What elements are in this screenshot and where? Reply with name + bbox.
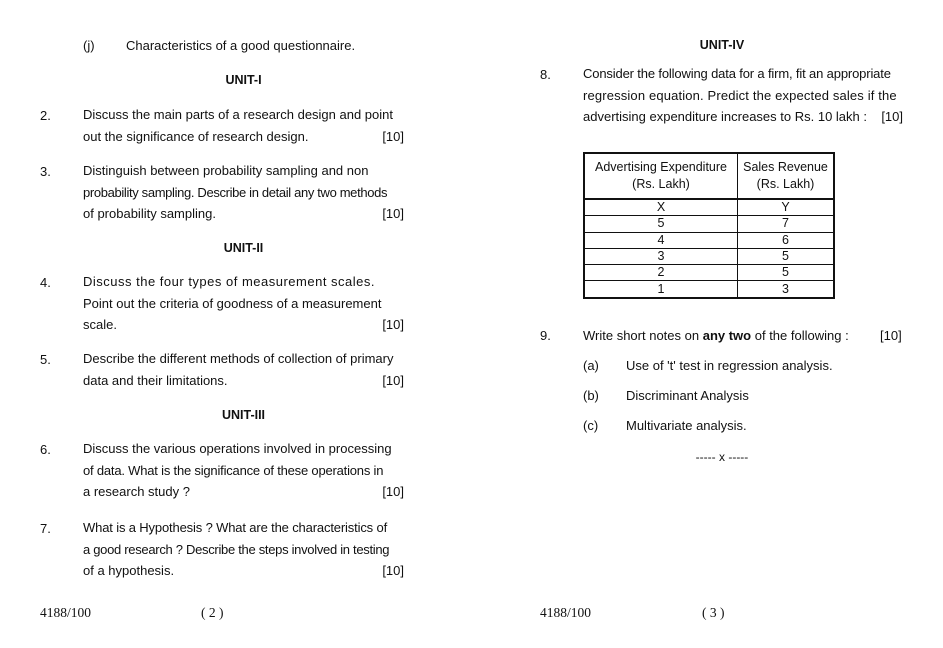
question-3-line-2: probability sampling. Describe in detail any two methods xyxy=(83,184,388,200)
table-header-advertising: Advertising Expenditure (Rs. Lakh) xyxy=(584,153,738,199)
intro-item-text: Characteristics of a good questionnaire. xyxy=(126,38,356,53)
question-7 xyxy=(83,517,404,582)
question-7-line-3: of a hypothesis. xyxy=(83,563,175,578)
table-row xyxy=(584,281,834,298)
unit-2-heading: UNIT-II xyxy=(223,241,264,255)
unit-3-heading: UNIT-III xyxy=(221,408,266,422)
table-cell-y: 5 xyxy=(738,248,835,264)
question-2-marks: [10] xyxy=(374,126,404,148)
q9-item-a-label: (a) xyxy=(583,358,599,373)
question-3 xyxy=(83,160,404,225)
right-footer-page-number: ( 3 ) xyxy=(702,605,725,620)
left-footer-code: 4188/100 xyxy=(40,605,92,620)
table-row xyxy=(584,232,834,248)
table-cell-y: 3 xyxy=(738,281,835,298)
question-4-marks: [10] xyxy=(374,314,404,336)
question-8-line-1: Consider the following data for a firm, fit an appropriate xyxy=(583,66,891,81)
question-5-marks: [10] xyxy=(374,370,404,392)
q9-item-b-label: (b) xyxy=(583,388,599,403)
table-header-row xyxy=(584,153,834,199)
table-row xyxy=(584,265,834,281)
question-6-marks: [10] xyxy=(374,481,404,503)
question-9-text: Write short notes on any two of the following : xyxy=(583,328,849,343)
q9-item-a-text: Use of 't' test in regression analysis. xyxy=(626,358,833,373)
right-footer-code: 4188/100 xyxy=(540,605,592,620)
question-3-line-1: Distinguish between probability sampling and non xyxy=(83,163,369,178)
question-3-line-3: of probability sampling. xyxy=(83,206,216,221)
question-3-marks: [10] xyxy=(374,203,404,225)
question-8-line-2: regression equation. Predict the expected sales if the xyxy=(583,87,897,103)
end-of-paper-mark: ----- x ----- xyxy=(695,450,749,464)
question-6-line-3: a research study ? xyxy=(83,484,190,499)
question-2-line-2: out the significance of research design. xyxy=(83,128,309,144)
question-4-line-2: Point out the criteria of goodness of a measurement xyxy=(83,295,382,311)
question-5-line-2: data and their limitations. xyxy=(83,372,228,388)
table-cell-x: 4 xyxy=(584,232,738,248)
question-9-emphasis: any two xyxy=(702,328,752,343)
unit-1-heading: UNIT-I xyxy=(225,73,262,87)
question-4 xyxy=(83,271,404,336)
q9-item-c-text: Multivariate analysis. xyxy=(626,418,747,433)
left-footer-page-number: ( 2 ) xyxy=(201,605,224,620)
question-4-line-1: Discuss the four types of measurement scales. xyxy=(83,274,376,289)
question-6 xyxy=(83,438,404,503)
question-9-number: 9. xyxy=(540,328,551,343)
table-cell-y: 7 xyxy=(738,216,835,232)
table-cell-x: X xyxy=(584,199,738,216)
question-9-marks: [10] xyxy=(880,328,902,343)
question-6-line-1: Discuss the various operations involved in processing xyxy=(83,441,392,456)
question-4-line-3: scale. xyxy=(83,317,117,332)
question-8-line-3: advertising expenditure increases to Rs. 10 lakh : xyxy=(583,109,867,124)
unit-4-heading: UNIT-IV xyxy=(699,38,745,52)
table-cell-y: 5 xyxy=(738,265,835,281)
question-7-line-1: What is a Hypothesis ? What are the characteristics of xyxy=(83,520,388,535)
intro-item-label: (j) xyxy=(83,38,95,53)
question-8-number: 8. xyxy=(540,67,551,82)
question-6-number: 6. xyxy=(40,442,51,457)
table-cell-y: Y xyxy=(738,199,835,216)
question-2 xyxy=(83,104,404,147)
table-row xyxy=(584,216,834,232)
question-8-marks: [10] xyxy=(873,106,903,128)
question-7-marks: [10] xyxy=(374,560,404,582)
question-6-line-2: of data. What is the significance of these operations in xyxy=(83,462,384,478)
table-row xyxy=(584,199,834,216)
question-3-number: 3. xyxy=(40,164,51,179)
question-5-line-1: Describe the different methods of collection of primary xyxy=(83,351,394,366)
table-cell-x: 3 xyxy=(584,248,738,264)
table-row xyxy=(584,248,834,264)
q9-item-b-text: Discriminant Analysis xyxy=(626,388,749,403)
question-5-number: 5. xyxy=(40,352,51,367)
q9-item-c-label: (c) xyxy=(583,418,599,433)
question-5 xyxy=(83,348,404,391)
question-7-number: 7. xyxy=(40,521,51,536)
table-header-sales: Sales Revenue (Rs. Lakh) xyxy=(738,153,835,199)
question-7-line-2: a good research ? Describe the steps involved in testing xyxy=(83,541,390,557)
question-2-line-1: Discuss the main parts of a research design and point xyxy=(83,107,394,122)
question-8 xyxy=(583,63,903,128)
table-cell-x: 2 xyxy=(584,265,738,281)
regression-data-table xyxy=(583,152,835,299)
table-cell-x: 5 xyxy=(584,216,738,232)
question-4-number: 4. xyxy=(40,275,51,290)
table-cell-x: 1 xyxy=(584,281,738,298)
table-cell-y: 6 xyxy=(738,232,835,248)
question-2-number: 2. xyxy=(40,108,51,123)
